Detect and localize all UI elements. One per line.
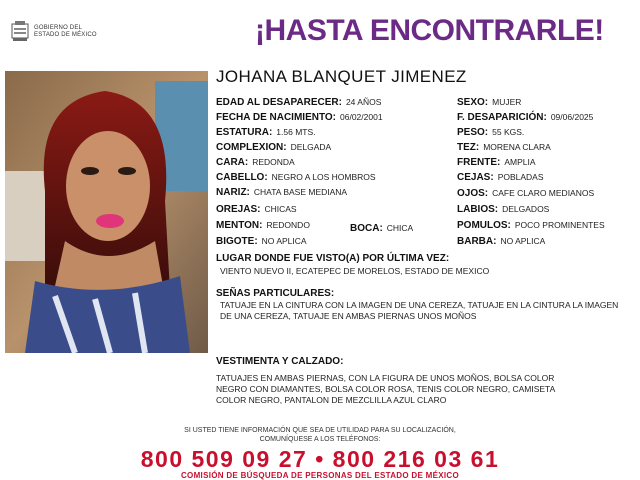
field-value: NO APLICA (500, 236, 546, 246)
last-seen-label: LUGAR DONDE FUE VISTO(A) POR ÚLTIMA VEZ: (216, 253, 450, 264)
missing-person-photo (5, 71, 208, 353)
field-label: CARA: (216, 157, 249, 168)
field-value: REDONDA (252, 157, 295, 167)
field-value: MUJER (492, 97, 522, 107)
field-value: MORENA CLARA (483, 142, 551, 152)
field-value: 24 AÑOS (345, 97, 382, 107)
field-value: 1.56 MTS. (276, 127, 316, 137)
particular-marks-label: SEÑAS PARTICULARES: (216, 288, 335, 299)
field-label: PESO: (457, 127, 489, 138)
field-value: 06/02/2001 (340, 112, 383, 122)
field-frente (457, 156, 536, 169)
field-label: BARBA: (457, 236, 497, 247)
field-nariz (216, 186, 347, 199)
person-name: JOHANA BLANQUET JIMENEZ (216, 67, 467, 86)
field-label: LABIOS: (457, 204, 499, 215)
field-label: NARIZ: (216, 187, 250, 198)
field-tez (457, 141, 551, 154)
headline: ¡HASTA ENCONTRARLE! (255, 14, 604, 47)
field-label: FECHA DE NACIMIENTO: (216, 112, 336, 123)
field-peso (457, 126, 524, 139)
field-fecha-desaparicion (457, 111, 593, 124)
field-labios (457, 203, 549, 216)
field-label: BOCA: (350, 223, 383, 234)
field-cabello (216, 171, 376, 184)
field-label: CABELLO: (216, 172, 268, 183)
field-label: OREJAS: (216, 204, 261, 215)
field-value: 09/06/2025 (550, 112, 594, 122)
field-ojos (457, 187, 594, 200)
field-fecha-nacimiento (216, 111, 383, 124)
field-value: NEGRO A LOS HOMBROS (271, 172, 376, 182)
field-label: COMPLEXION: (216, 142, 287, 153)
org-line-1: GOBIERNO DEL (34, 25, 83, 31)
field-edad (216, 96, 381, 109)
field-label: FRENTE: (457, 157, 501, 168)
field-orejas (216, 203, 297, 216)
field-pomulos (457, 219, 605, 232)
field-label: POMULOS: (457, 220, 511, 231)
search-commission-name: COMISIÓN DE BÚSQUEDA DE PERSONAS DEL ESTADO DE MÉXICO (180, 471, 459, 480)
state-government-logo (10, 20, 120, 44)
phone-numbers: 800 509 09 27 • 800 216 03 61 (140, 446, 500, 472)
clothing-label: VESTIMENTA Y CALZADO: (216, 356, 344, 367)
field-barba (457, 235, 545, 248)
field-sexo (457, 96, 521, 109)
field-value: CHICA (386, 223, 414, 233)
field-label: EDAD AL DESAPARECER: (216, 97, 342, 108)
field-cejas (457, 171, 544, 184)
field-label: ESTATURA: (216, 127, 273, 138)
org-line-2: ESTADO DE MÉXICO (34, 32, 97, 38)
field-value: NO APLICA (261, 236, 307, 246)
field-value: CHATA BASE MEDIANA (253, 187, 348, 197)
field-value: POBLADAS (497, 172, 544, 182)
particular-marks-value: TATUAJE EN LA CINTURA CON LA IMAGEN DE UNA CEREZA, TATUAJE EN LA CINTURA LA IMAGEN DE UNA CEREZA, TATUAJE EN AMBAS PIERNAS UNOS MOÑOS (220, 300, 619, 321)
field-label: MENTON: (216, 220, 263, 231)
field-value: DELGADOS (502, 204, 550, 214)
state-emblem-icon (10, 20, 30, 42)
field-label: BIGOTE: (216, 236, 258, 247)
field-label: CEJAS: (457, 172, 494, 183)
field-value: POCO PROMINENTES (514, 220, 605, 230)
field-label: SEXO: (457, 97, 489, 108)
field-boca (350, 222, 413, 235)
field-value: CAFE CLARO MEDIANOS (492, 188, 595, 198)
field-value: AMPLIA (504, 157, 536, 167)
clothing-value: TATUAJES EN AMBAS PIERNAS, CON LA FIGURA DE UNOS MOÑOS, BOLSA COLOR NEGRO CON DIAMANTES, BOLSA COLOR ROSA, TENIS COLOR NEGRO, CAMISETA COLOR NEGRO, PANTALON DE MEZCLILLA AZUL CLARO (216, 373, 555, 405)
field-label: OJOS: (457, 188, 489, 199)
field-label: F. DESAPARICIÓN: (457, 112, 547, 123)
field-label: TEZ: (457, 142, 480, 153)
field-bigote (216, 235, 307, 248)
field-menton (216, 219, 310, 232)
government-name (34, 25, 97, 39)
contact-note-line-1: SI USTED TIENE INFORMACIÓN QUE SEA DE UTILIDAD PARA SU LOCALIZACIÓN, (184, 427, 456, 434)
contact-note-line-2: COMUNÍQUESE A LOS TELÉFONOS: (259, 436, 381, 443)
last-seen-value: VIENTO NUEVO II, ECATEPEC DE MORELOS, ESTADO DE MEXICO (220, 266, 490, 276)
field-value: DELGADA (290, 142, 332, 152)
field-value: REDONDO (266, 220, 310, 230)
field-estatura (216, 126, 316, 139)
field-value: CHICAS (264, 204, 297, 214)
field-cara (216, 156, 295, 169)
field-complexion (216, 141, 331, 154)
field-value: 55 KGS. (492, 127, 525, 137)
